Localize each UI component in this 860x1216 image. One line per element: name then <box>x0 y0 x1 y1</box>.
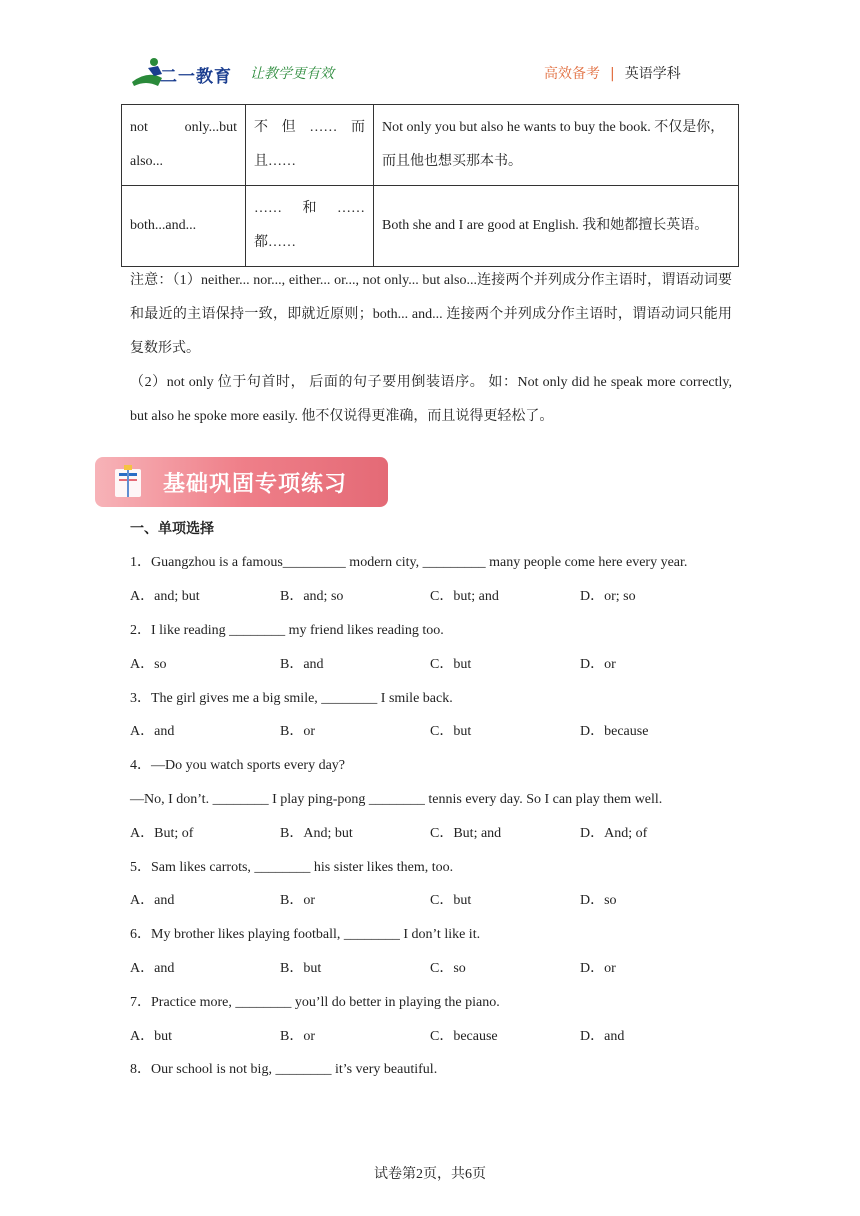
option-c: C．But; and <box>430 826 502 841</box>
grammar-table <box>121 104 739 267</box>
option-d: D．or; so <box>580 589 636 604</box>
option-d: D．And; of <box>580 826 648 841</box>
option-a: A．so <box>130 657 167 672</box>
question-7: 7．Practice more, ________ you’ll do better in playing the piano. <box>130 995 500 1010</box>
note-paragraph-1: 注意：（1）neither... nor..., either... or..., not only... but also...连接两个并列成分作主语时，谓语动词要和最近的主语保持一致，即就近原则；both... and... 连接两个并列成分作主语时，谓语动词只能用复数形式。 <box>130 273 732 356</box>
option-b: B．and <box>280 657 324 672</box>
page-header <box>0 0 860 100</box>
option-c: C．but; and <box>430 589 499 604</box>
table-cell: both...and... <box>122 186 246 267</box>
header-tags <box>544 63 681 83</box>
question-3: 3．The girl gives me a big smile, ________ I smile back. <box>130 691 453 706</box>
option-b: B．or <box>280 724 315 739</box>
table-row <box>122 186 739 267</box>
section-banner <box>95 457 388 507</box>
table-row <box>122 105 739 186</box>
option-b: B．or <box>280 893 315 908</box>
note-paragraph-2: （2）not only 位于句首时， 后面的句子要用倒装语序。 如：Not only did he speak more correctly, but also he spoke more easily. 他不仅说得更准确，而且说得更轻松了。 <box>130 375 732 424</box>
table-cell: ……和……都…… <box>246 186 374 267</box>
option-a: A．but <box>130 1029 172 1044</box>
brand-name: 二一教育 <box>160 67 232 86</box>
option-a: A．and; but <box>130 589 200 604</box>
option-d: D．because <box>580 724 649 739</box>
question-5: 5．Sam likes carrots, ________ his sister likes them, too. <box>130 860 454 875</box>
banner-title: 基础巩固专项练习 <box>163 472 348 497</box>
question-1: 1．Guangzhou is a famous_________ modern city, _________ many people come here every year. <box>130 555 688 570</box>
tag-left: 高效备考 <box>544 66 600 82</box>
option-d: D．so <box>580 893 617 908</box>
question-6: 6．My brother likes playing football, ________ I don’t like it. <box>130 927 481 942</box>
option-b: B．and; so <box>280 589 344 604</box>
option-c: C．because <box>430 1029 498 1044</box>
option-a: A．and <box>130 961 175 976</box>
option-a: A．But; of <box>130 826 194 841</box>
table-cell: Both she and I are good at English. 我和她都擅长英语。 <box>374 186 739 267</box>
question-4-line-2: —No, I don’t. ________ I play ping-pong ________ tennis every day. So I can play them well. <box>130 792 663 807</box>
option-b: B．or <box>280 1029 315 1044</box>
page-footer: 试卷第2页，共6页 <box>374 1167 486 1182</box>
option-d: D．or <box>580 657 616 672</box>
question-4: 4．—Do you watch sports every day? <box>130 758 346 773</box>
option-d: D．and <box>580 1029 625 1044</box>
section-title: 一、单项选择 <box>130 521 214 537</box>
question-2: 2．I like reading ________ my friend likes reading too. <box>130 623 444 638</box>
question-8: 8．Our school is not big, ________ it’s very beautiful. <box>130 1062 438 1077</box>
option-c: C．but <box>430 657 472 672</box>
table-cell: 不但……而且…… <box>246 105 374 186</box>
tag-right: 英语学科 <box>624 66 681 82</box>
option-d: D．or <box>580 961 616 976</box>
table-cell: not only...but also... <box>122 105 246 186</box>
option-c: C．but <box>430 893 472 908</box>
tag-separator: | <box>610 66 615 82</box>
option-c: C．but <box>430 724 472 739</box>
option-a: A．and <box>130 724 175 739</box>
book-icon <box>113 465 143 499</box>
option-a: A．and <box>130 893 175 908</box>
option-c: C．so <box>430 961 466 976</box>
slogan: 让教学更有效 <box>250 66 334 82</box>
table-cell: Not only you but also he wants to buy the book. 不仅是你，而且他也想买那本书。 <box>374 105 739 186</box>
option-b: B．And; but <box>280 826 353 841</box>
option-b: B．but <box>280 961 322 976</box>
